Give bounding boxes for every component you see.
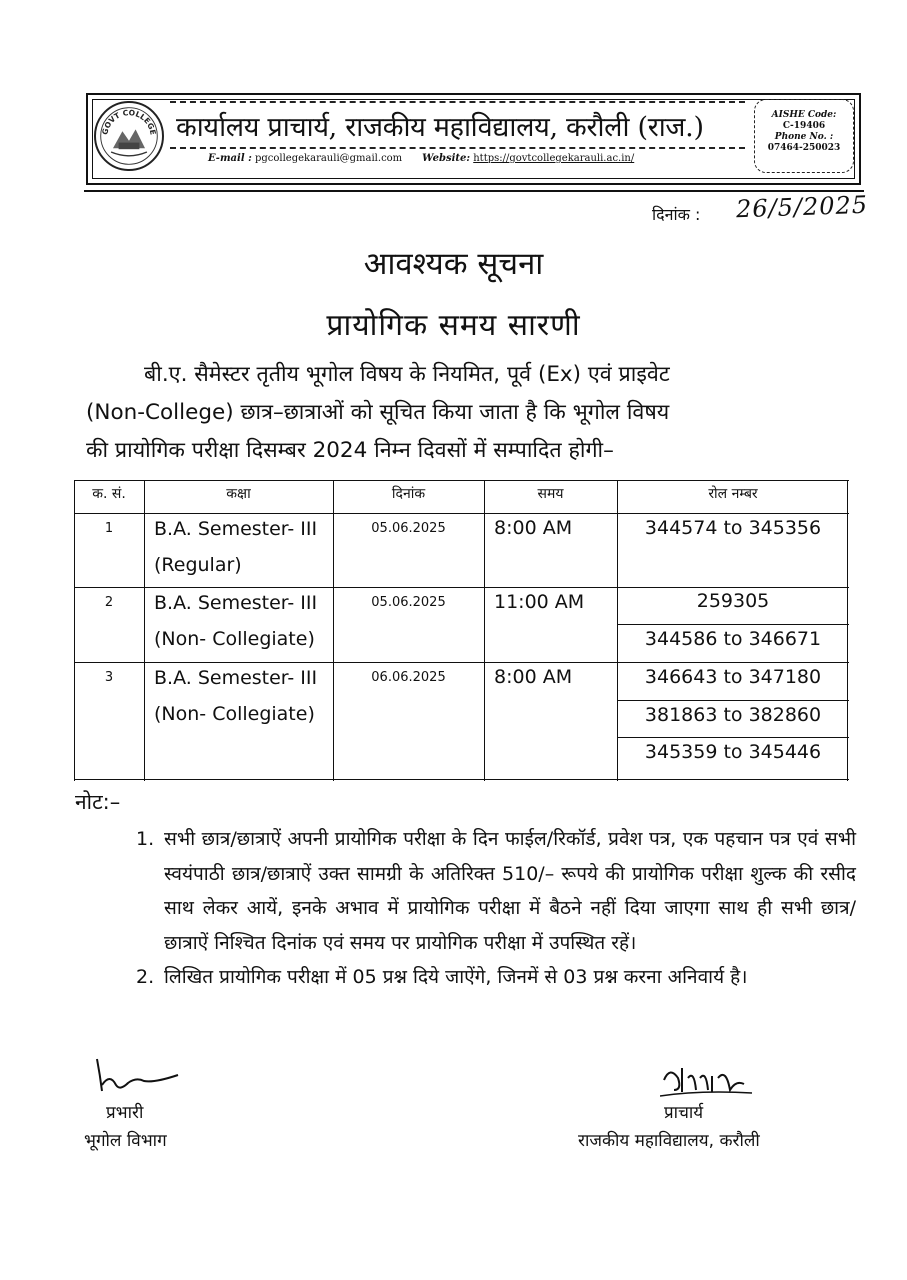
website-link[interactable]: https://govtcollegekarauli.ac.in/ [473,153,635,164]
email-group [208,153,402,164]
signature-scribble-left [92,1055,182,1095]
table-roll-rule [617,700,849,701]
contact-line [208,153,748,164]
note-label: नोट:– [75,790,121,814]
notes-list [136,822,856,995]
row-1-serial: 1 [104,521,114,536]
website-label: Website: [422,153,471,164]
intro-paragraph [86,356,862,470]
row-3-roll-range-3: 345359 to 345446 [644,741,822,763]
aishe-code: C-19406 [782,121,826,131]
aishe-code-box [754,99,854,173]
college-seal-logo [94,101,164,171]
table-roll-rule [617,737,849,738]
signature-scribble-right [660,1060,760,1100]
table-border-top [74,480,849,481]
principal-signature [660,1060,760,1100]
row-1-class-line-2: (Regular) [154,554,242,576]
incharge-title: प्रभारी [106,1103,144,1123]
row-1-roll-range: 344574 to 345356 [644,517,822,539]
email-label: E-mail : [208,153,252,164]
email-address[interactable]: pgcollegekarauli@gmail.com [254,153,403,164]
incharge-signature [92,1055,182,1095]
notice-heading: आवश्यक सूचना [363,246,544,282]
seal-text: GOVT COLLEGE [100,108,158,136]
row-3-date: 06.06.2025 [371,670,446,685]
row-2-class-line-1: B.A. Semester- III [154,592,318,614]
table-col-divider [484,480,485,781]
intro-line-2: (Non-College) छात्र–छात्राओं को सूचित किया जाता है कि भूगोल विषय [86,400,670,425]
date-value: 26/5/2025 [735,190,869,224]
row-2-class-line-2: (Non- Collegiate) [154,628,315,650]
row-2-roll-range: 344586 to 346671 [644,628,822,650]
table-roll-rule [617,624,849,625]
seal-emblem [96,103,162,169]
header-serial-no: क. सं. [92,486,126,502]
notice-subheading: प्रायोगिक समय सारणी [326,308,581,343]
header-date: दिनांक [391,486,426,502]
header-class: कक्षा [226,486,251,502]
row-2-time: 11:00 AM [494,591,585,613]
college-name: राजकीय महाविद्यालय, करौली [578,1131,760,1151]
row-1-class-line-1: B.A. Semester- III [154,518,318,540]
row-1-time: 8:00 AM [494,517,573,539]
intro-line-3: की प्रायोगिक परीक्षा दिसम्बर 2024 निम्न दिवसों में सम्पादित होगी– [86,438,614,463]
note-2-text: लिखित प्रायोगिक परीक्षा में 05 प्रश्न दिये जाऐंगे, जिनमें से 03 प्रश्न करना अनिवार्य है। [164,966,748,988]
note-2-number: 2. [136,966,155,988]
table-row-rule [74,662,849,663]
letterhead-dashed-rule-middle [170,147,745,149]
row-2-serial: 2 [104,595,114,610]
office-title: कार्यालय प्राचार्य, राजकीय महाविद्यालय, करौली (राज.) [176,112,704,143]
letterhead-bottom-rule [84,190,864,192]
date-label: दिनांक : [652,205,701,224]
row-3-class-line-1: B.A. Semester- III [154,667,318,689]
phone-label: Phone No. : [774,132,834,142]
note-item-1 [136,822,856,960]
aishe-label: AISHE Code: [771,110,837,120]
row-3-time: 8:00 AM [494,666,573,688]
table-header-rule [74,513,849,514]
table-row-rule [74,587,849,588]
note-1-text: सभी छात्र/छात्राऐं अपनी प्रायोगिक परीक्षा के दिन फाईल/रिकॉर्ड, प्रवेश पत्र, एक पहचान पत्र एवं सभी स्वयंपाठी छात्र/छात्राऐं उक्त सामग्री के अतिरिक्त 510/– रूपये की प्रायोगिक परीक्षा शुल्क की रसीद साथ लेकर आयें, इनके अभाव में प्रायोगिक परीक्षा में बैठने नहीं दिया जाएगा साथ ही सभी छात्र/छात्राऐं निश्चित दिनांक एवं समय पर प्रायोगिक परीक्षा में उपस्थित रहें। [164,828,856,954]
schedule-table [74,480,849,781]
phone-number: 07464-250023 [767,143,841,153]
row-1-date: 05.06.2025 [371,521,446,536]
website-group [422,153,634,164]
row-3-class-line-2: (Non- Collegiate) [154,703,315,725]
header-roll-number: रोल नम्बर [708,486,758,502]
note-1-number: 1. [136,828,155,850]
row-3-roll-range-2: 381863 to 382860 [644,704,822,726]
note-item-2 [136,960,856,995]
letterhead [86,93,861,185]
principal-title: प्राचार्य [664,1103,704,1123]
row-2-roll-single: 259305 [696,590,770,612]
svg-text:GOVT COLLEGE [100,108,157,136]
table-col-divider [144,480,145,781]
intro-line-1: बी.ए. सैमेस्टर तृतीय भूगोल विषय के नियमित, पूर्व (Ex) एवं प्राइवेट [144,362,670,387]
letterhead-dashed-rule-top [170,101,745,103]
row-3-serial: 3 [104,670,114,685]
row-3-roll-range-1: 346643 to 347180 [644,666,822,688]
row-2-date: 05.06.2025 [371,595,446,610]
table-border-bottom [74,779,849,780]
header-time: समय [537,486,564,502]
geography-department: भूगोल विभाग [84,1131,167,1151]
